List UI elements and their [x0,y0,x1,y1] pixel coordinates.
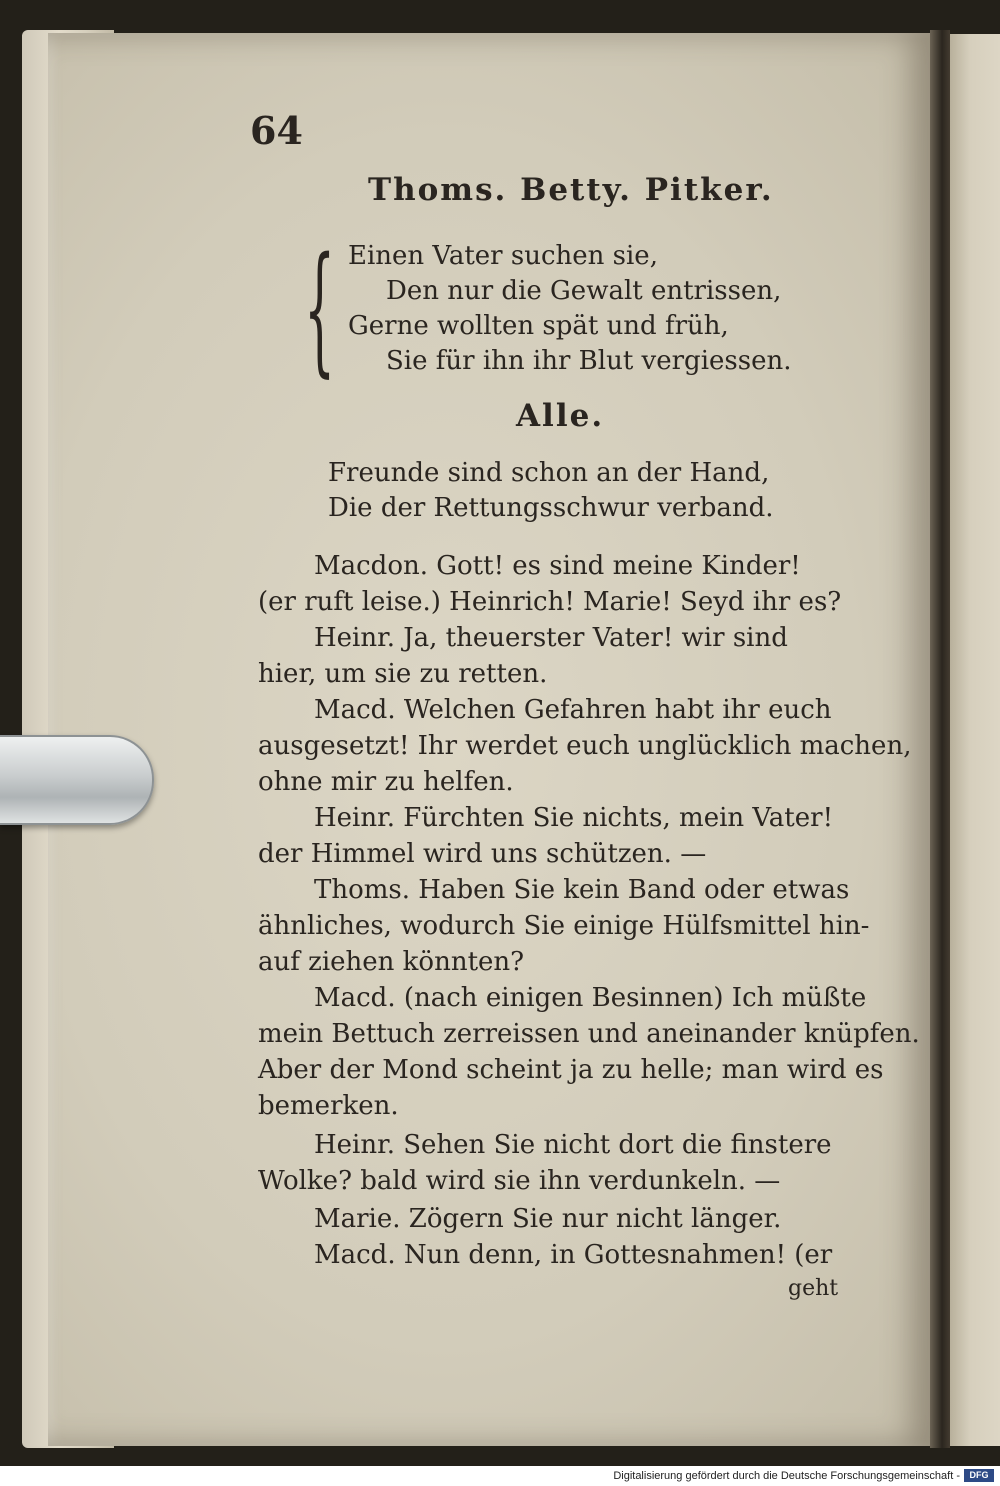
dialogue-line: Heinr. Sehen Sie nicht dort die finstere [314,1130,832,1160]
dialogue-line: auf ziehen könnten? [258,947,525,977]
funding-notice: Digitalisierung gefördert durch die Deutsche Forschungsgemeinschaft - [613,1470,960,1482]
verse-line: Sie für ihn ihr Blut vergiessen. [386,346,792,376]
page-number: 64 [250,108,303,153]
dialogue-line: Heinr. Ja, theuerster Vater! wir sind [314,623,788,653]
verse-line: Freunde sind schon an der Hand, [328,458,770,488]
dialogue-line: Macd. Nun denn, in Gottesnahmen! (er [314,1240,833,1270]
verse-line: Gerne wollten spät und früh, [348,311,729,341]
digitization-footer [0,1466,1000,1486]
dialogue-line: ausgesetzt! Ihr werdet euch unglücklich machen, [258,731,912,761]
dfg-logo: DFG [964,1469,994,1482]
dialogue-line: der Himmel wird uns schützen. — [258,839,707,869]
dialogue-line: Aber der Mond scheint ja zu helle; man wird es [258,1055,884,1085]
catchword: geht [788,1276,839,1301]
verse-brace: { [304,228,336,391]
dialogue-line: ähnliches, wodurch Sie einige Hülfsmittel hin- [258,911,870,941]
dialogue-line: Wolke? bald wird sie ihn verdunkeln. — [258,1166,781,1196]
dialogue-line: (er ruft leise.) Heinrich! Marie! Seyd ihr es? [258,587,842,617]
page-holder-clip [0,735,154,825]
verse-line: Den nur die Gewalt entrissen, [386,276,782,306]
chorus-heading: Alle. [516,398,605,434]
verse-line: Die der Rettungsschwur verband. [328,493,774,523]
dialogue-line: hier, um sie zu retten. [258,659,548,689]
dialogue-line: Marie. Zögern Sie nur nicht länger. [314,1204,782,1234]
dialogue-line: Macdon. Gott! es sind meine Kinder! [314,551,801,581]
dialogue-line: ohne mir zu helfen. [258,767,514,797]
dialogue-line: mein Bettuch zerreissen und aneinander knüpfen. [258,1019,920,1049]
speakers-heading: Thoms. Betty. Pitker. [368,172,774,208]
dialogue-line: Macd. Welchen Gefahren habt ihr euch [314,695,832,725]
dialogue-line: bemerken. [258,1091,399,1121]
verse-line: Einen Vater suchen sie, [348,241,658,271]
dialogue-line: Thoms. Haben Sie kein Band oder etwas [314,875,850,905]
book-gutter [930,30,950,1448]
dialogue-line: Macd. (nach einigen Besinnen) Ich müßte [314,983,867,1013]
next-page-edge [950,34,1000,1446]
dialogue-line: Heinr. Fürchten Sie nichts, mein Vater! [314,803,834,833]
